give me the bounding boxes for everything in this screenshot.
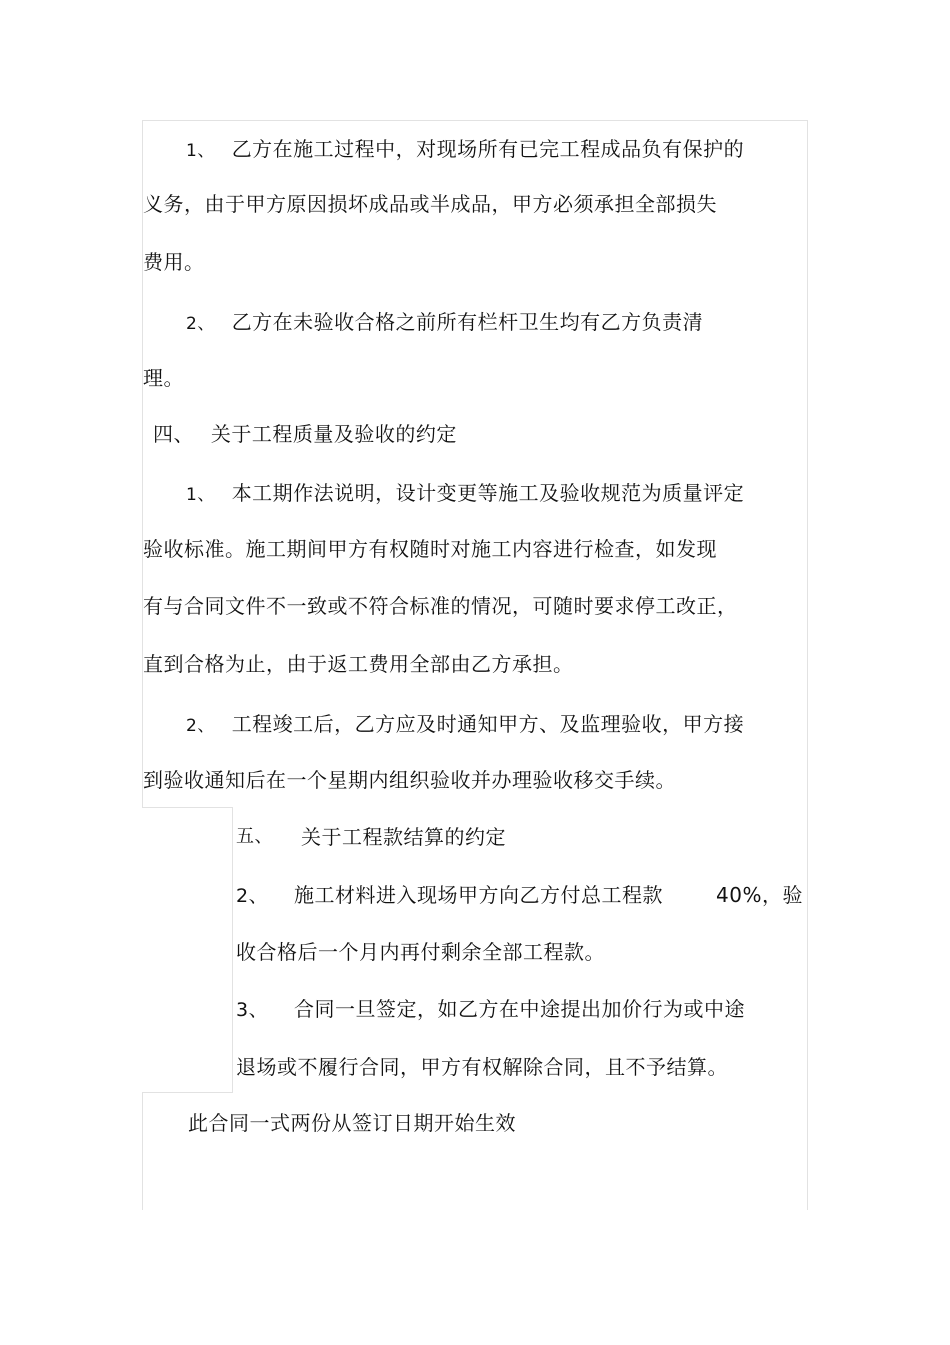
s4-item1-line4: 直到合格为止，由于返工费用全部由乙方承担。 [143, 652, 574, 676]
s3-item1-line2: 义务，由于甲方原因损坏成品或半成品，甲方必须承担全部损失 [143, 192, 717, 216]
s4-item2-line1 [186, 711, 744, 739]
s5-item2-line1b: 40%，验 [716, 883, 803, 907]
s4-item2-number: 2、 [186, 716, 215, 736]
frame-step-top-line [142, 807, 233, 808]
frame-right-line [807, 120, 808, 1210]
s4-item2-text: 工程竣工后，乙方应及时通知甲方、及监理验收，甲方接 [231, 712, 745, 736]
s3-item2-line2: 理。 [143, 366, 184, 390]
s5-item3-line2: 退场或不履行合同，甲方有权解除合同，且不予结算。 [236, 1055, 728, 1079]
s4-item1-line2: 验收标准。施工期间甲方有权随时对施工内容进行检查，如发现 [143, 537, 717, 561]
s5-item3-line1: 合同一旦签定，如乙方在中途提出加价行为或中途 [294, 997, 745, 1021]
s3-item2-line1 [186, 309, 703, 337]
closing-statement: 此合同一式两份从签订日期开始生效 [188, 1111, 516, 1135]
frame-step-bottom-line [142, 1092, 233, 1093]
frame-top-line [142, 120, 808, 121]
s5-heading-number: 五、 [236, 826, 273, 847]
s4-item1-text: 本工期作法说明，设计变更等施工及验收规范为质量评定 [231, 481, 745, 505]
frame-left-line-lower [142, 1092, 143, 1210]
s3-item1-number: 1、 [186, 141, 215, 161]
s4-item1-line3: 有与合同文件不一致或不符合标准的情况，可随时要求停工改正， [143, 594, 738, 618]
frame-left-line-upper [142, 120, 143, 808]
s3-item2-text: 乙方在未验收合格之前所有栏杆卫生均有乙方负责清 [231, 310, 704, 334]
s4-heading [153, 421, 457, 447]
s5-item2-line2: 收合格后一个月内再付剩余全部工程款。 [236, 940, 605, 964]
s4-heading-text: 关于工程质量及验收的约定 [210, 422, 457, 446]
s4-heading-number: 四、 [153, 422, 194, 446]
frame-step-vertical-line [232, 807, 233, 1093]
s5-item2-number: 2、 [236, 885, 269, 907]
s3-item1-line1 [186, 136, 744, 164]
s3-item1-text: 乙方在施工过程中，对现场所有已完工程成品负有保护的 [231, 137, 745, 161]
s3-item2-number: 2、 [186, 314, 215, 334]
s4-item2-line2: 到验收通知后在一个星期内组织验收并办理验收移交手续。 [143, 768, 676, 792]
s5-heading-text: 关于工程款结算的约定 [301, 825, 506, 849]
s3-item1-line3: 费用。 [143, 250, 205, 274]
s4-item1-line1 [186, 480, 744, 508]
s5-item3-number: 3、 [236, 999, 269, 1021]
s5-item2-line1a: 施工材料进入现场甲方向乙方付总工程款 [294, 883, 663, 907]
s4-item1-number: 1、 [186, 485, 215, 505]
